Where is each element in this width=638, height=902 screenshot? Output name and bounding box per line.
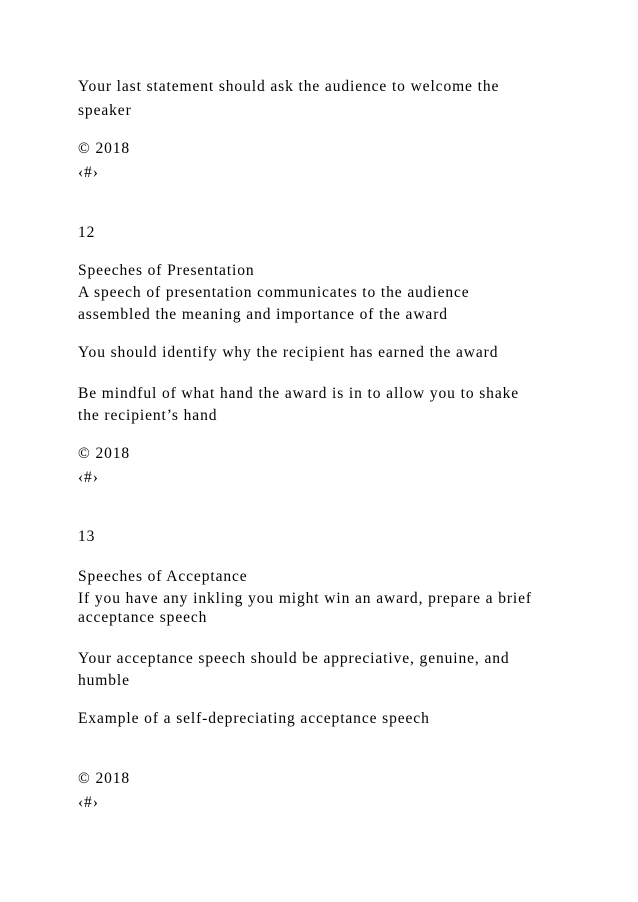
copyright-line: © 2018 [78, 770, 131, 787]
text-line: Be mindful of what hand the award is in to allow you to shake [78, 385, 520, 402]
text-line: A speech of presentation communicates to the audience [78, 284, 470, 301]
text-line: Your acceptance speech should be appreciative, genuine, and [78, 650, 510, 667]
text-line: humble [78, 672, 130, 689]
text-line: assembled the meaning and importance of the award [78, 306, 448, 323]
text-line: the recipient’s hand [78, 407, 218, 424]
copyright-line: © 2018 [78, 445, 131, 462]
text-line: Your last statement should ask the audience to welcome the [78, 78, 500, 95]
slide-title: Speeches of Acceptance [78, 568, 248, 585]
slide-number-placeholder: ‹#› [78, 164, 99, 181]
slide-number: 12 [78, 224, 96, 241]
text-line: speaker [78, 102, 132, 119]
text-line: You should identify why the recipient has earned the award [78, 344, 499, 361]
slide-number-placeholder: ‹#› [78, 469, 99, 486]
slide-number-placeholder: ‹#› [78, 794, 99, 811]
text-line: If you have any inkling you might win an award, prepare a brief [78, 590, 532, 607]
text-line: acceptance speech [78, 609, 208, 626]
slide-number: 13 [78, 528, 96, 545]
text-line: Example of a self-depreciating acceptance speech [78, 710, 430, 727]
copyright-line: © 2018 [78, 140, 131, 157]
slide-title: Speeches of Presentation [78, 262, 255, 279]
